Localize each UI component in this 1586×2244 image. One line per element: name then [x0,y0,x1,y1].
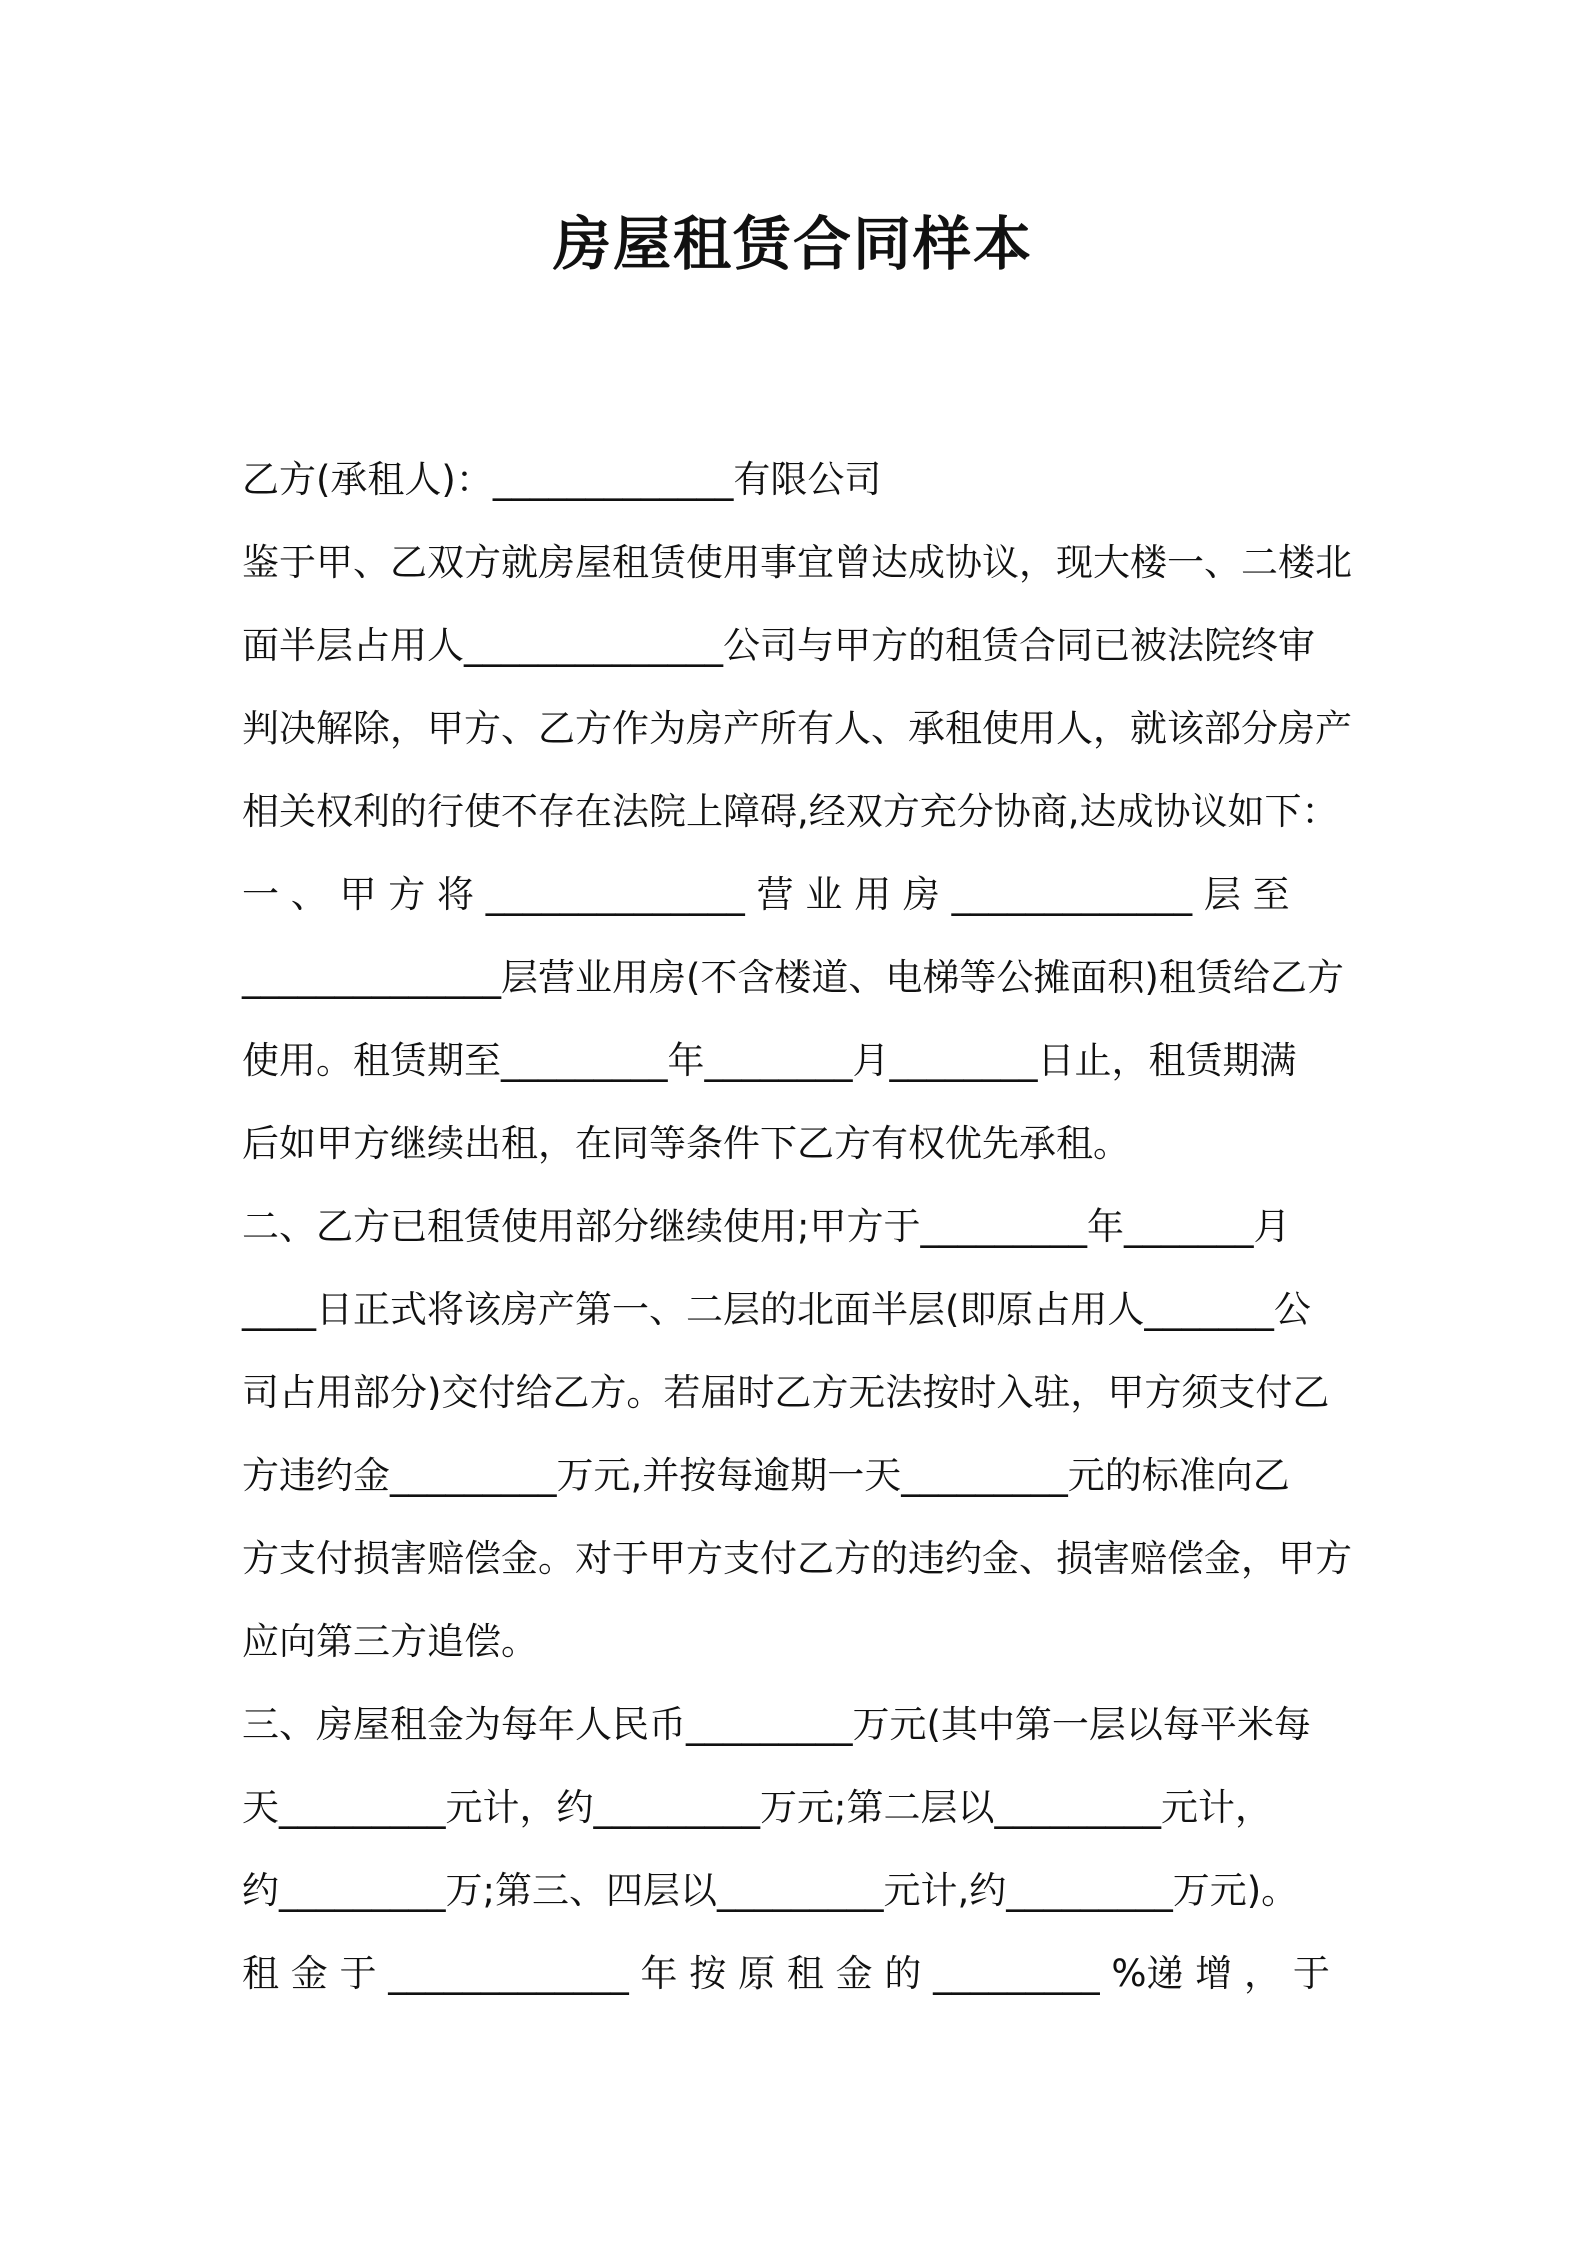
clause-3-line-1: 三、房屋租金为每年人民币_________万元(其中第一层以每平米每 [242,1703,1311,1746]
party-b-line: 乙方(承租人)：_____________有限公司 [242,458,882,501]
clause-3-line-4: 租 金 于 _____________ 年 按 原 租 金 的 _________ %递 增 ， 于 [242,1952,1330,1995]
clause-2-line-6: 应向第三方追偿。 [242,1620,538,1663]
preamble-line-2: 面半层占用人______________公司与甲方的租赁合同已被法院终审 [242,624,1315,667]
document-title: 房屋租赁合同样本 [552,210,1033,278]
preamble-line-3: 判决解除，甲方、乙方作为房产所有人、承租使用人，就该部分房产 [242,707,1352,750]
clause-2-line-2: ____日正式将该房产第一、二层的北面半层(即原占用人_______公 [242,1288,1311,1331]
clause-1-line-4: 后如甲方继续出租，在同等条件下乙方有权优先承租。 [242,1122,1130,1165]
clause-2-line-4: 方违约金_________万元,并按每逾期一天_________元的标准向乙 [242,1454,1290,1497]
clause-1-line-1: 一 、 甲 方 将 ______________ 营 业 用 房 _____________ 层 至 [242,873,1290,916]
contract-body [242,438,1356,2015]
clause-2-line-1: 二、乙方已租赁使用部分继续使用;甲方于_________年_______月 [242,1205,1291,1248]
clause-1-line-2: ______________层营业用房(不含楼道、电梯等公摊面积)租赁给乙方 [242,956,1344,999]
preamble-line-1: 鉴于甲、乙双方就房屋租赁使用事宜曾达成协议，现大楼一、二楼北 [242,541,1352,584]
clause-3-line-2: 天_________元计，约_________万元;第二层以_________元计， [242,1786,1272,1829]
clause-2-line-3: 司占用部分)交付给乙方。若届时乙方无法按时入驻，甲方须支付乙 [242,1371,1330,1414]
clause-2-line-5: 方支付损害赔偿金。对于甲方支付乙方的违约金、损害赔偿金，甲方 [242,1537,1352,1580]
preamble-line-4: 相关权利的行使不存在法院上障碍,经双方充分协商,达成协议如下： [242,790,1339,833]
clause-3-line-3: 约_________万;第三、四层以_________元计,约_________万元)。 [242,1869,1299,1912]
clause-1-line-3: 使用。租赁期至_________年________月________日止，租赁期满 [242,1039,1297,1082]
